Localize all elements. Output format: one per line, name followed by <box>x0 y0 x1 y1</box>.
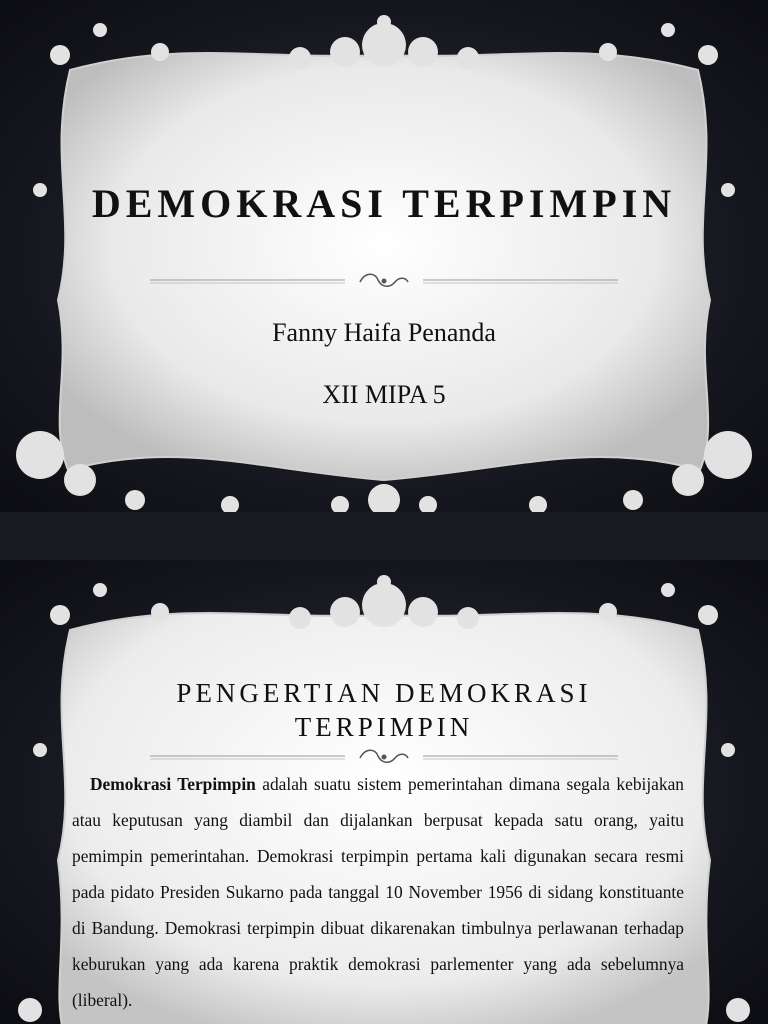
class-name: XII MIPA 5 <box>322 380 446 409</box>
slide-gap <box>0 512 768 560</box>
definition-text: adalah suatu sistem pemerintahan dimana segala kebijakan atau keputusan yang diambil dan dijalankan berpusat kepada satu orang, yaitu pemimpin pemerintahan. Demokrasi terpimpin pertama kali digunakan secara resmi pada pidato Presiden Sukarno pada tanggal 10 November 1956 di sidang konstituante di Bandung. Demokrasi terpimpin dibuat dikarenakan timbulnya perlawanan terhadap keburukan yang ada karena praktik demokrasi parlementer yang ada sebelumnya (liberal). <box>72 774 685 1010</box>
divider-flourish-icon <box>150 746 618 766</box>
divider-flourish-icon <box>150 270 618 290</box>
section-title-line-1: PENGERTIAN DEMOKRASI <box>176 678 592 708</box>
section-title-line-2: TERPIMPIN <box>294 712 474 742</box>
definition-term: Demokrasi Terpimpin <box>90 774 256 794</box>
slide-title-text: DEMOKRASI TERPIMPIN <box>91 181 677 226</box>
frame-panel <box>58 53 710 480</box>
definition-paragraph <box>72 766 684 1018</box>
author-name: Fanny Haifa Penanda <box>272 318 496 347</box>
slide-definition <box>0 560 768 1024</box>
section-title <box>100 676 668 744</box>
